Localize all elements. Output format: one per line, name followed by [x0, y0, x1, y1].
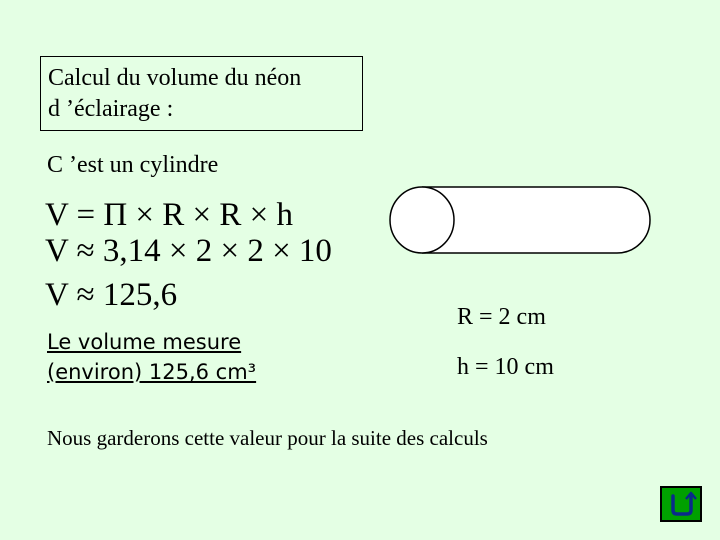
note-text: Nous garderons cette valeur pour la suite des calculs	[47, 426, 488, 450]
subtitle: C ’est un cylindre	[47, 152, 219, 178]
radius-label: R = 2 cm	[457, 304, 546, 330]
height-label: h = 10 cm	[457, 354, 554, 380]
volume-text	[47, 327, 256, 387]
volume-text-line-2: (environ) 125,6 cm³	[47, 360, 257, 384]
formula-3: V ≈ 125,6	[45, 277, 178, 313]
title-line-1: Calcul du volume du néon	[48, 65, 302, 91]
return-button[interactable]	[660, 486, 702, 522]
cylinder-end	[390, 187, 454, 253]
formula-2: V ≈ 3,14 × 2 × 2 × 10	[45, 233, 332, 269]
cylinder-body	[422, 187, 650, 253]
title-line-2: d ’éclairage :	[48, 96, 174, 122]
cylinder-drawing	[388, 186, 652, 256]
formula-1: V = Π × R × R × h	[45, 197, 294, 233]
return-arrow-icon	[662, 488, 700, 520]
title-box	[40, 56, 363, 131]
volume-text-line-1: Le volume mesure	[47, 330, 242, 354]
